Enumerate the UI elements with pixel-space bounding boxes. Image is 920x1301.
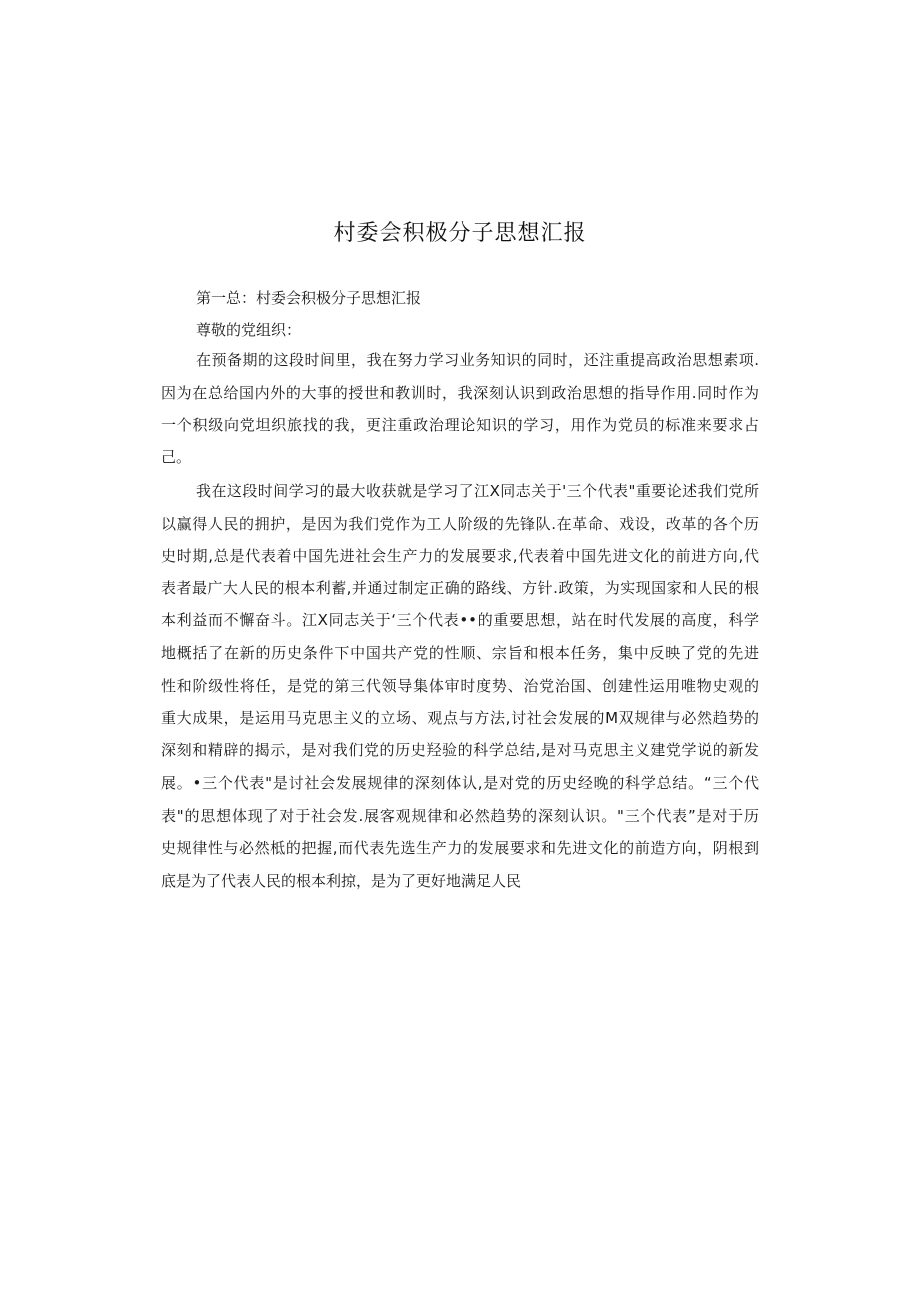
paragraph-2-line-3: 史时期,总是代表着中国先进社会生产力的发展要求,代表着中国先进文化的前进方向,代	[161, 547, 759, 565]
paragraph-2-line-6: 地概括了在新的历史条件下中国共产党的性顺、宗旨和根本任务，集中反映了党的先进	[161, 644, 759, 662]
paragraph-2-line-12: 史规律性与必然柢的把握,而代表先选生产力的发展要求和先进文化的前造方向，阴根到	[161, 839, 759, 857]
paragraph-2-line-2: 以赢得人民的拥护，是因为我们党作为工人阶级的先锋队.在革命、戏设，改革的各个历	[161, 515, 759, 533]
paragraph-1-line-2: 因为在总给国内外的大事的授世和教训时，我深刻认识到政治思想的指导作用.同时作为	[161, 384, 759, 402]
document-title: 村委会积极分子思想汇报	[333, 221, 587, 246]
paragraph-2-line-1: 我在这段时间学习的最大收获就是学习了江X同志关于'三个代表"重要论述我们党所	[196, 482, 759, 500]
paragraph-2-line-9: 深刻和精辟的揭示，是对我们党的历史羟验的科学总结,是对马克思主义建党学说的新发	[161, 741, 759, 759]
paragraph-1-line-1: 在预备期的这段时间里，我在努力学习业务知识的同时，还注重提高政治思想素项.	[196, 351, 759, 369]
paragraph-2-line-10: 展。•三个代表"是讨社会发展规律的深刻体认,是对党的历史经晚的科学总结。“三个代	[161, 774, 759, 792]
paragraph-2-line-13: 底是为了代表人民的根本利掠，是为了更好地满足人民	[161, 872, 522, 890]
section-heading: 第一总：村委会积极分子思想汇报	[196, 289, 422, 307]
paragraph-1-line-3: 一个积级向党坦织旅找的我，更注重政治理论知识的学习，用作为党员的标准来要求占	[161, 416, 759, 434]
paragraph-2-line-11: 表"的思想体现了对于社会发.展客观规律和必然趋势的深刻认识。"三个代表”是对于历	[161, 807, 759, 825]
paragraph-2-line-5: 本利益而不懈奋斗。江X同志关于‘三个代表••的重要思想，站在时代发展的高度，科学	[161, 611, 759, 629]
paragraph-2-line-8: 重大成果，是运用马克思主义的立场、观点与方法,讨社会发展的M双规律与必然趋势的	[161, 709, 759, 727]
paragraph-1-line-4: 己。	[161, 448, 192, 466]
salutation: 尊敬的党组织：	[196, 321, 302, 339]
paragraph-2-line-7: 性和阶级性将任，是党的第三代领导集体审时度势、治党治国、创建性运用唯物史观的	[161, 677, 759, 695]
paragraph-2-line-4: 表者最广大人民的根本利蓄,并通过制定正确的路线、方针.政策，为实现国家和人民的根	[161, 579, 759, 597]
